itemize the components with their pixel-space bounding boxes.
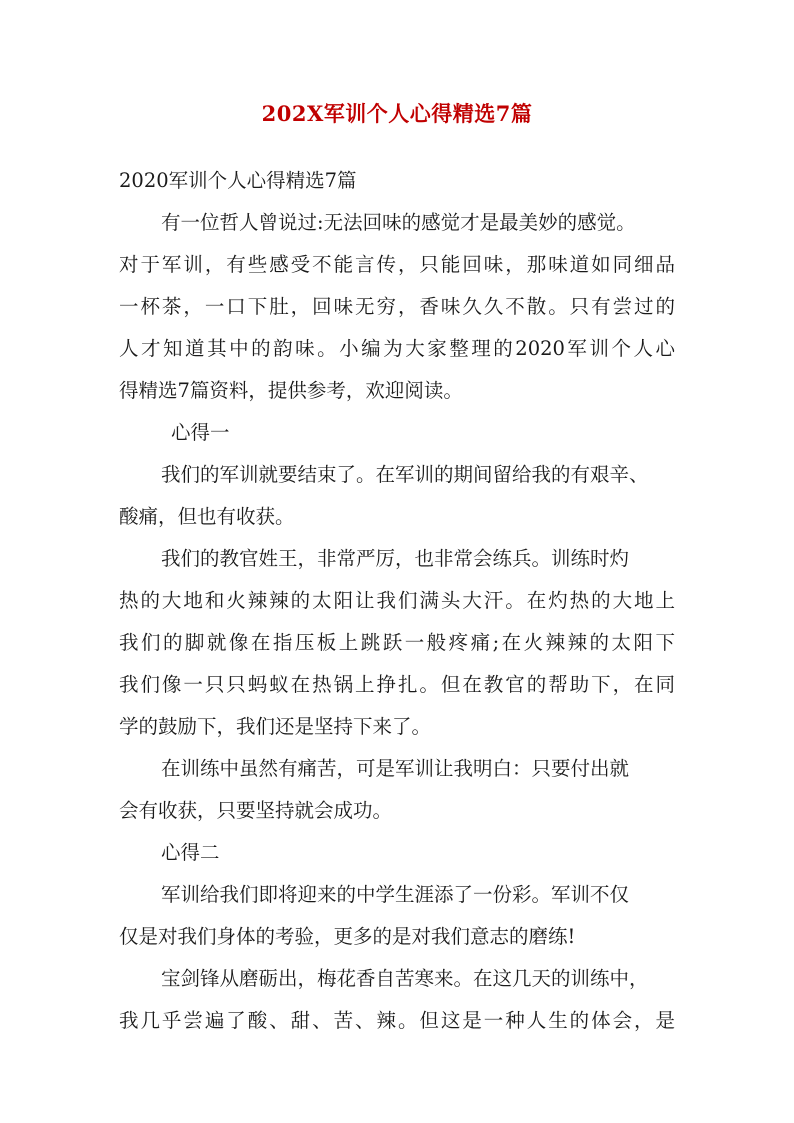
paragraph-line: 仅是对我们身体的考验，更多的是对我们意志的磨练! <box>119 925 576 948</box>
paragraph-line: 学的鼓励下，我们还是坚持下来了。 <box>119 715 432 738</box>
paragraph-line: 我们的教官姓王，非常严厉，也非常会练兵。训练时灼 <box>161 547 630 570</box>
paragraph-line: 我们的军训就要结束了。在军训的期间留给我的有艰辛、 <box>161 463 649 486</box>
paragraph-line: 热的大地和火辣辣的太阳让我们满头大汗。在灼热的大地上 <box>119 589 675 612</box>
paragraph-line: 在训练中虽然有痛苦，可是军训让我明白：只要付出就 <box>161 757 630 780</box>
subtitle-line: 2020军训个人心得精选7篇 <box>119 169 357 192</box>
paragraph-line: 军训给我们即将迎来的中学生涯添了一份彩。军训不仅 <box>161 883 630 906</box>
paragraph-line: 人才知道其中的韵味。小编为大家整理的2020军训个人心 <box>119 337 675 360</box>
document-title: 202X军训个人心得精选7篇 <box>261 101 533 126</box>
paragraph-line: 我们像一只只蚂蚁在热锅上挣扎。但在教官的帮助下，在同 <box>119 673 675 696</box>
document-body <box>119 160 675 1042</box>
paragraph-line: 酸痛，但也有收获。 <box>119 505 295 528</box>
paragraph-line: 宝剑锋从磨砺出，梅花香自苦寒来。在这几天的训练中， <box>161 967 649 990</box>
paragraph-line: 会有收获，只要坚持就会成功。 <box>119 799 393 822</box>
paragraph-line: 我几乎尝遍了酸、甜、苦、辣。但这是一种人生的体会，是 <box>119 1009 675 1032</box>
paragraph-line: 有一位哲人曾说过:无法回味的感觉才是最美妙的感觉。 <box>161 211 636 234</box>
paragraph-line: 对于军训，有些感受不能言传，只能回味，那味道如同细品 <box>119 253 675 276</box>
paragraph-line: 得精选7篇资料，提供参考，欢迎阅读。 <box>119 379 463 402</box>
section-heading: 心得一 <box>171 421 230 444</box>
section-heading: 心得二 <box>161 841 220 864</box>
paragraph-line: 我们的脚就像在指压板上跳跃一般疼痛;在火辣辣的太阳下 <box>119 631 675 654</box>
paragraph-line: 一杯茶，一口下肚，回味无穷，香味久久不散。只有尝过的 <box>119 295 675 318</box>
